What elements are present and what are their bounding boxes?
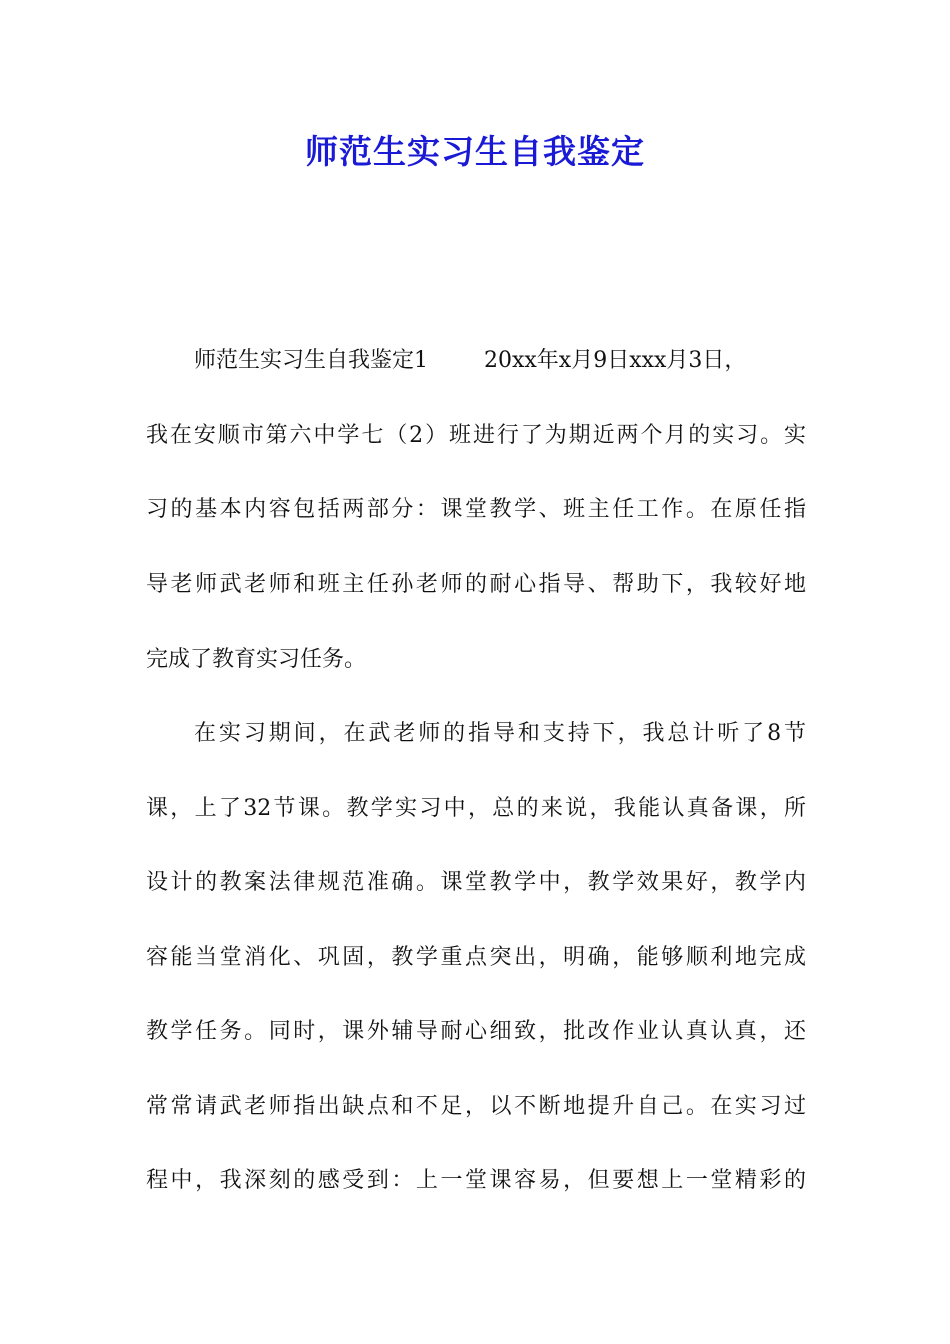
paragraph-2-line-1: 在实习期间，在武老师的指导和支持下，我总计听了8节 bbox=[194, 721, 806, 746]
paragraph-1-line-4: 导老师武老师和班主任孙老师的耐心指导、帮助下，我较好地 bbox=[146, 572, 806, 597]
paragraph-2-line-7: 程中，我深刻的感受到：上一堂课容易，但要想上一堂精彩的 bbox=[146, 1168, 806, 1193]
paragraph-2-line-3: 设计的教案法律规范准确。课堂教学中，教学效果好，教学内 bbox=[146, 870, 806, 895]
paragraph-2-line-4: 容能当堂消化、巩固，教学重点突出，明确，能够顺利地完成 bbox=[146, 945, 806, 970]
paragraph-1-date-fragment: 20xx年x月9日xxx月3日， bbox=[484, 348, 747, 373]
document-title: 师范生实习生自我鉴定 bbox=[305, 132, 645, 171]
paragraph-1-line-2: 我在安顺市第六中学七（2）班进行了为期近两个月的实习。实 bbox=[146, 423, 806, 448]
paragraph-1-line-1 bbox=[194, 341, 806, 381]
paragraph-1-heading-fragment: 师范生实习生自我鉴定1 bbox=[194, 348, 428, 373]
paragraph-1-line-5: 完成了教育实习任务。 bbox=[146, 647, 367, 672]
paragraph-2-line-6: 常常请武老师指出缺点和不足，以不断地提升自己。在实习过 bbox=[146, 1094, 806, 1119]
paragraph-2-line-2: 课，上了32节课。教学实习中，总的来说，我能认真备课，所 bbox=[146, 796, 806, 821]
paragraph-1-line-3: 习的基本内容包括两部分：课堂教学、班主任工作。在原任指 bbox=[146, 497, 806, 522]
paragraph-2-line-5: 教学任务。同时，课外辅导耐心细致，批改作业认真认真，还 bbox=[146, 1019, 806, 1044]
